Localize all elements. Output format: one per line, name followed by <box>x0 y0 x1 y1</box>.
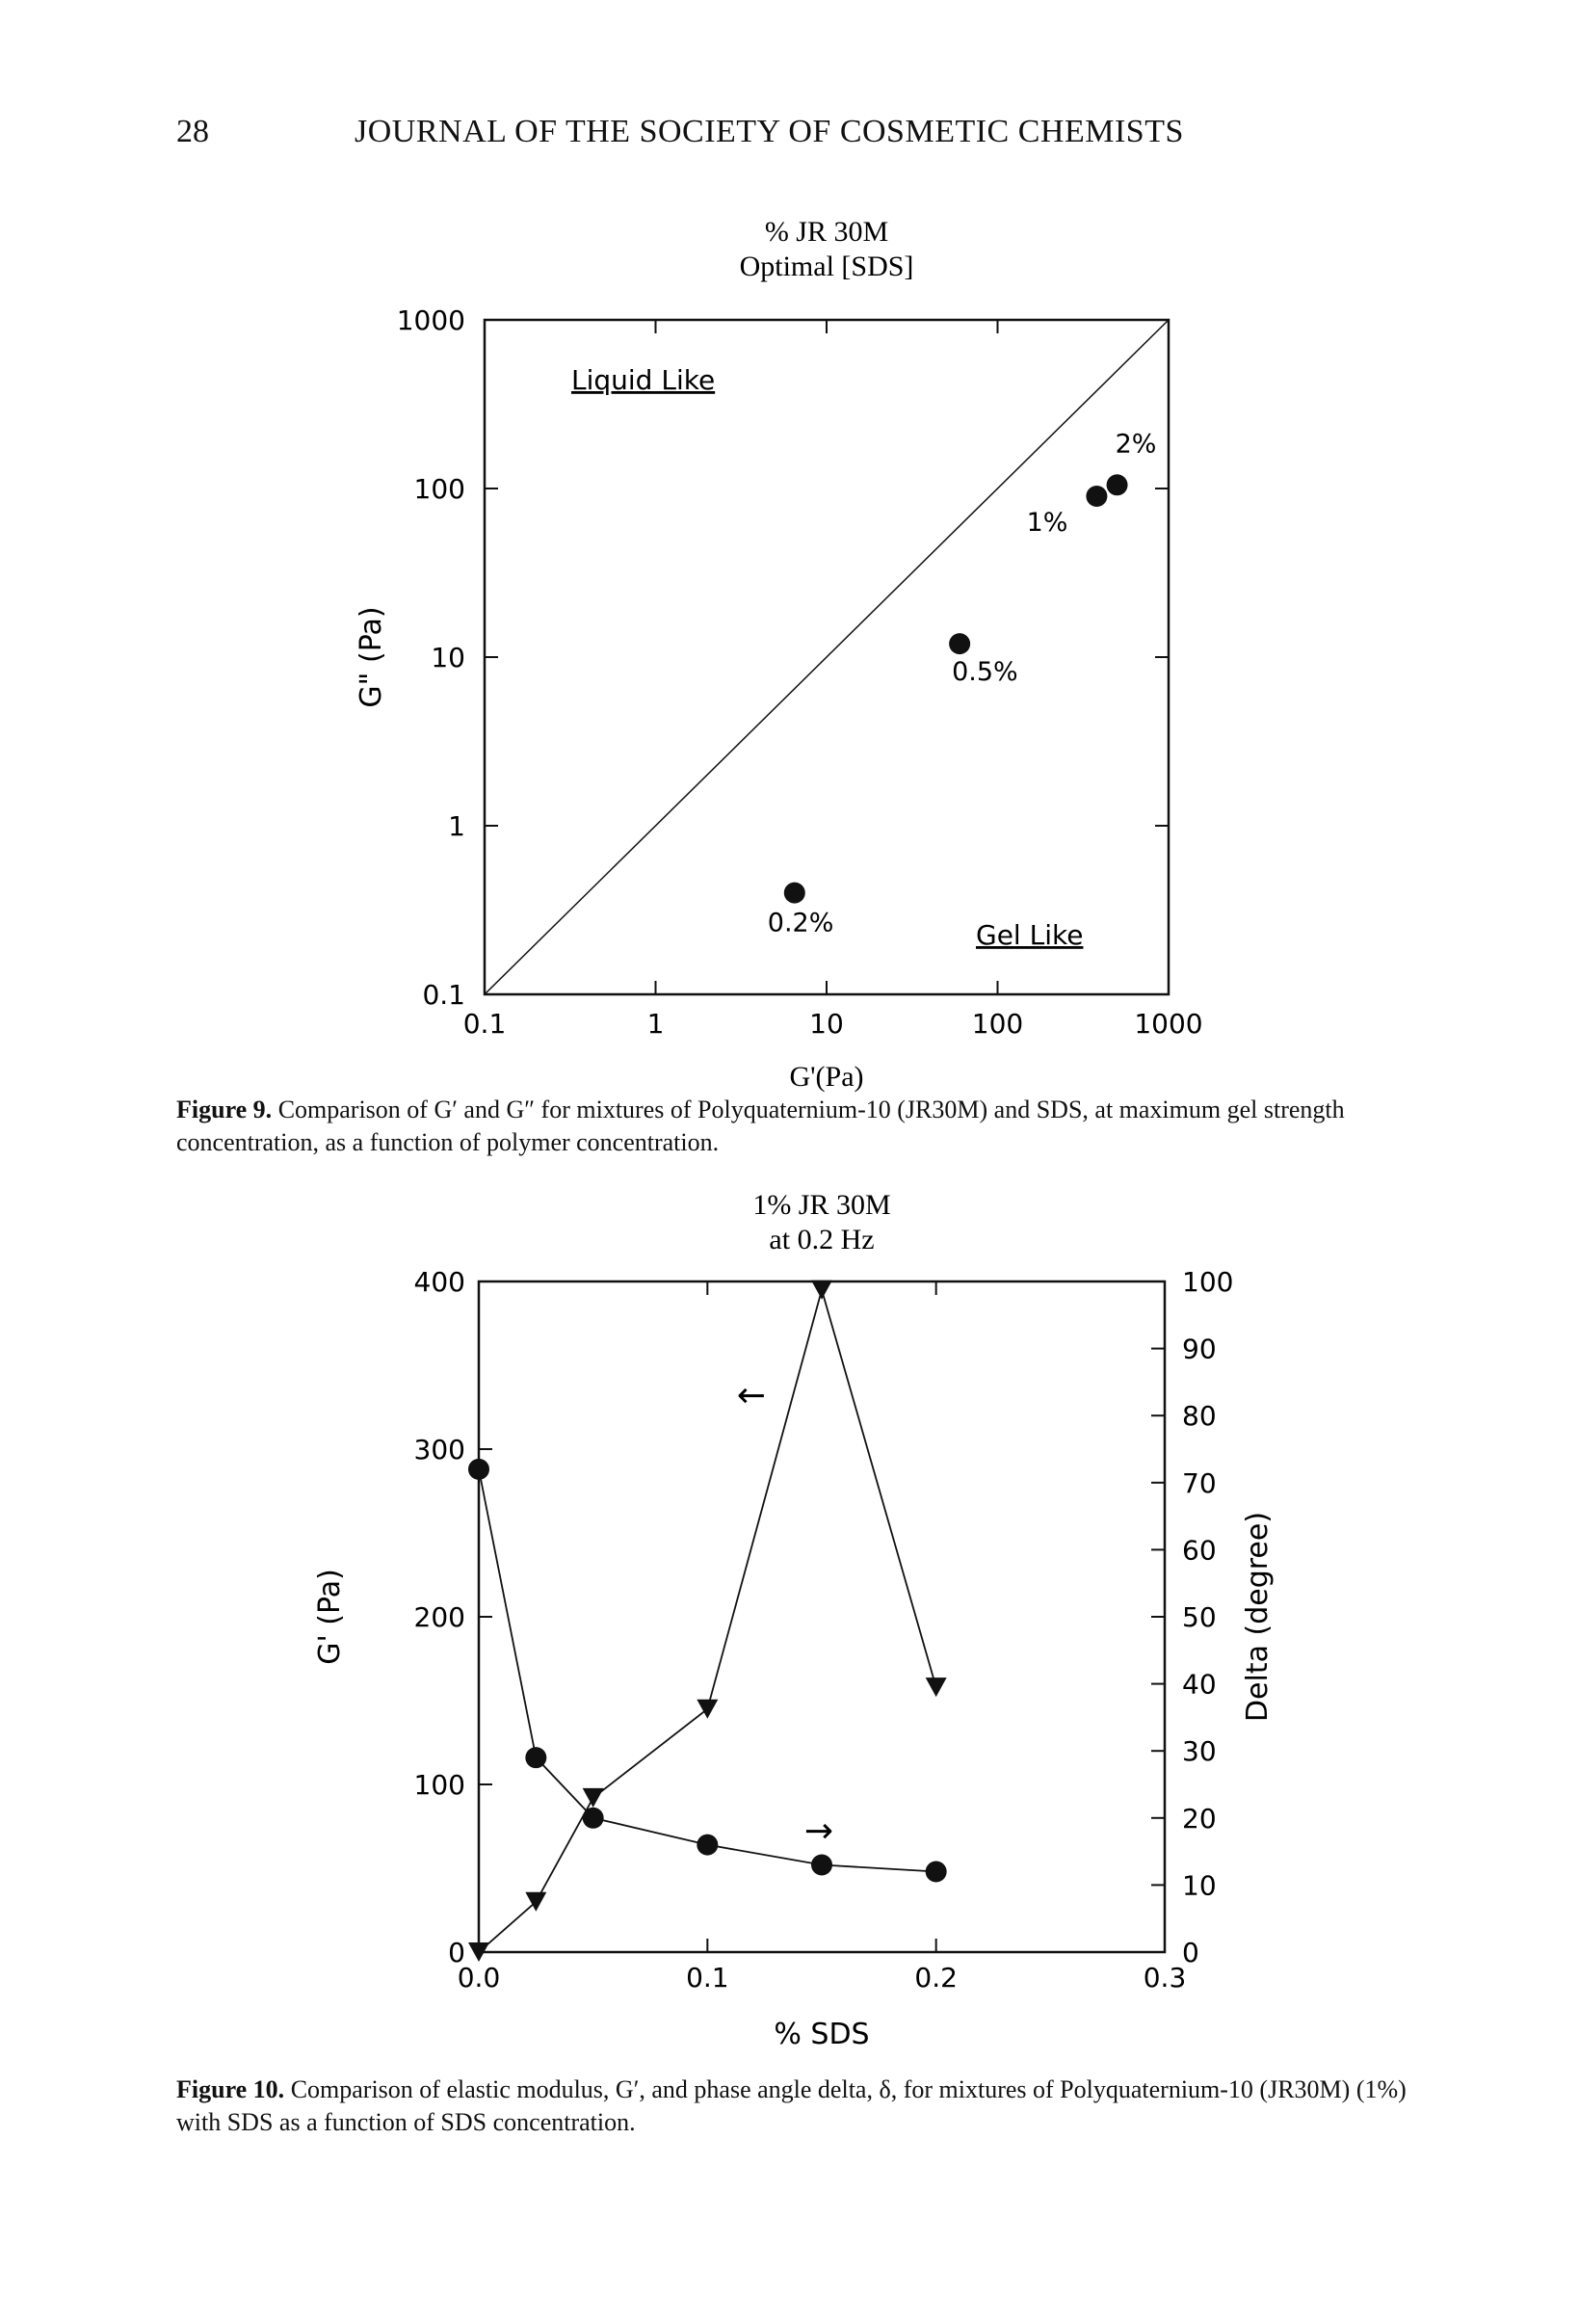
y-right-tick-label: 10 <box>1182 1869 1217 1902</box>
right-axis-arrow: → <box>803 1811 834 1851</box>
figure-10-caption-text: Comparison of elastic modulus, G′, and phase angle delta, δ, for mixtures of Polyquaternium-10 (JR30M) (1%) with SDS as a function of SDS concentration. <box>176 2075 1407 2136</box>
x-axis-label: % SDS <box>774 2018 870 2051</box>
delta-point <box>468 1459 489 1480</box>
x-tick-label: 0.2 <box>914 1962 958 1994</box>
journal-title: JOURNAL OF THE SOCIETY OF COSMETIC CHEMISTS <box>355 114 1184 149</box>
x-tick-label: 0.3 <box>1143 1962 1187 1994</box>
y-left-tick-label: 200 <box>413 1601 465 1633</box>
delta-point <box>583 1808 604 1829</box>
equality-line <box>485 320 1169 994</box>
x-tick-label: 0.1 <box>686 1962 729 1994</box>
y-right-tick-label: 30 <box>1182 1735 1217 1768</box>
g-prime-point <box>926 1677 947 1697</box>
x-axis-label: G'(Pa) <box>789 1061 864 1093</box>
y-right-tick-label: 70 <box>1182 1466 1217 1499</box>
y-axis-label: G" (Pa) <box>355 606 388 708</box>
page-number: 28 <box>176 114 209 149</box>
y-left-axis-label: G' (Pa) <box>313 1569 347 1665</box>
left-axis-arrow: ← <box>736 1376 767 1415</box>
y-right-axis-label: Delta (degree) <box>1241 1511 1275 1723</box>
figure-9-caption-label: Figure 9. <box>176 1096 273 1123</box>
y-left-tick-label: 100 <box>413 1769 465 1801</box>
x-tick-label: 0.0 <box>457 1962 501 1994</box>
x-tick-label: 1 <box>646 1008 665 1040</box>
chart-title: % JR 30M <box>764 216 889 248</box>
chart-subtitle: at 0.2 Hz <box>769 1224 875 1255</box>
g-prime-point <box>583 1788 604 1808</box>
figure-10-caption <box>176 2073 1419 2139</box>
page-header <box>0 114 1578 162</box>
y-right-tick-label: 40 <box>1182 1668 1217 1701</box>
point-label: 1% <box>1026 508 1068 539</box>
y-right-tick-label: 100 <box>1182 1266 1234 1298</box>
x-tick-label: 0.1 <box>462 1008 507 1040</box>
y-tick-label: 1000 <box>396 304 465 336</box>
delta-point <box>697 1835 718 1856</box>
y-right-tick-label: 80 <box>1182 1400 1217 1433</box>
delta-point <box>525 1747 546 1768</box>
delta-point <box>811 1855 832 1876</box>
y-left-tick-label: 0 <box>448 1937 465 1968</box>
chart-title: 1% JR 30M <box>752 1189 891 1221</box>
figure-9-chart <box>0 212 1578 1093</box>
y-left-tick-label: 300 <box>413 1434 465 1466</box>
y-left-tick-label: 400 <box>413 1266 465 1298</box>
plot-frame <box>479 1281 1165 1952</box>
data-point <box>949 633 970 654</box>
g-prime-point <box>811 1281 832 1300</box>
y-right-tick-label: 0 <box>1182 1937 1199 1968</box>
gel-like-label: Gel Like <box>976 919 1084 951</box>
x-tick-label: 100 <box>971 1008 1024 1040</box>
y-right-tick-label: 60 <box>1182 1534 1217 1567</box>
chart-subtitle: Optimal [SDS] <box>739 251 914 282</box>
y-right-tick-label: 90 <box>1182 1333 1217 1365</box>
figure-9-caption <box>176 1094 1419 1159</box>
figure-9-caption-text: Comparison of G′ and G″ for mixtures of Polyquaternium-10 (JR30M) and SDS, at maximum gel strength concentration, as a function of polymer concentration. <box>176 1096 1345 1156</box>
delta-point <box>926 1861 947 1882</box>
point-label: 0.2% <box>767 908 834 938</box>
y-right-tick-label: 50 <box>1182 1601 1217 1633</box>
point-label: 2% <box>1115 429 1157 460</box>
series-line-delta <box>479 1469 936 1872</box>
x-tick-label: 10 <box>809 1008 844 1040</box>
point-label: 0.5% <box>952 657 1018 688</box>
figure-10-chart <box>0 1189 1578 2062</box>
y-tick-label: 100 <box>413 473 465 505</box>
data-point <box>1086 486 1107 507</box>
data-point <box>784 883 805 904</box>
x-tick-label: 1000 <box>1134 1008 1203 1040</box>
y-tick-label: 0.1 <box>422 979 465 1011</box>
figure-10-caption-label: Figure 10. <box>176 2075 285 2103</box>
y-right-tick-label: 20 <box>1182 1802 1217 1835</box>
y-tick-label: 1 <box>448 810 465 842</box>
liquid-like-label: Liquid Like <box>571 364 716 396</box>
y-tick-label: 10 <box>431 642 465 673</box>
data-point <box>1107 474 1128 495</box>
